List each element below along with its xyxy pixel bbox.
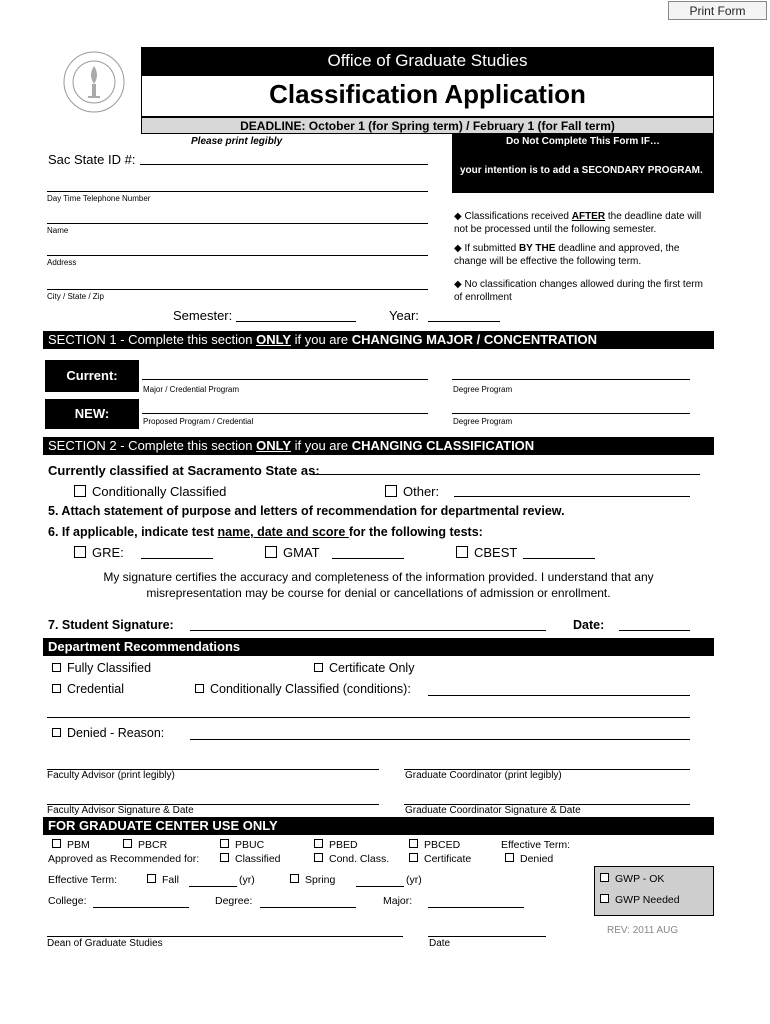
checkbox-icon[interactable] [456,546,468,558]
other-field[interactable] [454,496,690,497]
gwp-ok-option[interactable]: GWP - OK [600,873,664,885]
checkbox-icon[interactable] [314,663,323,672]
notice-bullet-3: ◆ No classification changes allowed during the first term of enrollment [454,279,703,303]
checkbox-icon[interactable] [314,839,323,848]
checkbox-icon[interactable] [74,546,86,558]
certify-line-1: My signature certifies the accuracy and completeness of the information provided. I understand that any [103,570,654,584]
conditional-option[interactable]: Conditionally Classified (conditions): [195,682,411,696]
university-seal-icon [62,50,126,114]
phone-field[interactable] [47,191,428,192]
gmat-field[interactable] [332,558,404,559]
current-label: Current: [45,360,139,392]
classified-option[interactable]: Classified [220,853,281,865]
form-title: Classification Application [269,79,586,109]
spring-yr-label: (yr) [406,874,422,886]
pbed-option[interactable]: PBED [314,839,358,851]
checkbox-icon[interactable] [409,839,418,848]
pbced-option[interactable]: PBCED [409,839,460,851]
certificate-only-option[interactable]: Certificate Only [314,661,414,675]
currently-classified-field[interactable] [312,474,700,475]
other-option[interactable]: Other: [385,484,439,499]
checkbox-icon[interactable] [409,853,418,862]
notice-title: Do Not Complete This Form IF… [506,136,660,147]
degree-label: Degree: [215,895,253,907]
college-field[interactable] [93,907,189,908]
student-signature-label: 7. Student Signature: [48,618,174,632]
phone-label: Day Time Telephone Number [47,194,151,203]
checkbox-icon[interactable] [123,839,132,848]
cond-class-option[interactable]: Cond. Class. [314,853,389,865]
student-date-label: Date: [573,618,605,632]
checkbox-icon[interactable] [220,853,229,862]
gre-option[interactable]: GRE: [74,545,124,560]
item6-text: 6. If applicable, indicate test name, date and score for the following tests: [48,525,483,539]
fall-option[interactable]: Fall [147,874,179,886]
sac-id-field[interactable] [140,164,428,165]
print-form-button[interactable]: Print Form [668,1,767,20]
gwp-needed-option[interactable]: GWP Needed [600,894,680,906]
degree-field[interactable] [260,907,356,908]
checkbox-icon[interactable] [52,663,61,672]
checkbox-icon[interactable] [314,853,323,862]
student-date-field[interactable] [619,630,690,631]
pbcr-option[interactable]: PBCR [123,839,167,851]
effective-term-heading: Effective Term: [501,839,571,851]
gre-field[interactable] [141,558,213,559]
notice-text: your intention is to add a SECONDARY PROGRAM. [460,165,703,176]
dean-label: Dean of Graduate Studies [47,938,163,949]
student-signature-field[interactable] [190,630,546,631]
section1-header: SECTION 1 - Complete this section ONLY if you are CHANGING MAJOR / CONCENTRATION [43,331,714,349]
dept-recommendations-header: Department Recommendations [43,638,714,656]
major-program-label: Major / Credential Program [143,385,240,394]
name-field[interactable] [47,223,428,224]
degree-program-label: Degree Program [453,385,513,394]
name-label: Name [47,226,69,235]
approved-label: Approved as Recommended for: [48,853,200,865]
proposed-program-label: Proposed Program / Credential [143,417,254,426]
checkbox-icon[interactable] [147,874,156,883]
gmat-option[interactable]: GMAT [265,545,320,560]
dean-date-field[interactable] [428,936,546,937]
certificate-option[interactable]: Certificate [409,853,471,865]
fall-year-field[interactable] [189,886,237,887]
checkbox-icon[interactable] [74,485,86,497]
spring-option[interactable]: Spring [290,874,335,886]
currently-classified-label: Currently classified at Sacramento State as: [48,463,320,478]
degree-program-label-2: Degree Program [453,417,513,426]
denied-status-option[interactable]: Denied [505,853,553,865]
checkbox-icon[interactable] [52,728,61,737]
denied-option[interactable]: Denied - Reason: [52,726,164,740]
semester-label: Semester: [173,308,233,323]
checkbox-icon[interactable] [195,684,204,693]
cbest-field[interactable] [523,558,595,559]
dean-signature-field[interactable] [47,936,403,937]
effective-term-label: Effective Term: [48,874,118,886]
coord-signature-label: Graduate Coordinator Signature & Date [405,805,581,816]
checkbox-icon[interactable] [600,894,609,903]
denied-reason-field[interactable] [190,739,690,740]
current-major-field[interactable] [142,379,428,380]
deadline-banner: DEADLINE: October 1 (for Spring term) / February 1 (for Fall term) [141,117,714,134]
new-label: NEW: [45,399,139,429]
address-label: Address [47,258,77,267]
year-field[interactable] [428,321,500,322]
conditions-field-2[interactable] [47,717,690,718]
spring-year-field[interactable] [356,886,404,887]
notice-panel [452,134,714,193]
conditionally-classified-option[interactable]: Conditionally Classified [74,484,226,499]
major-label: Major: [383,895,413,907]
checkbox-icon[interactable] [290,874,299,883]
fully-classified-option[interactable]: Fully Classified [52,661,151,675]
certify-line-2: misrepresentation may be course for denial or cancellations of admission or enrollment. [146,586,611,600]
checkbox-icon[interactable] [385,485,397,497]
new-degree-field[interactable] [452,413,690,414]
address-field[interactable] [47,255,428,256]
checkbox-icon[interactable] [505,853,514,862]
semester-field[interactable] [236,321,356,322]
checkbox-icon[interactable] [265,546,277,558]
college-label: College: [48,895,87,907]
conditions-field[interactable] [428,695,690,696]
notice-bullet-1: ◆ Classifications received AFTER the deadline date will not be processed until the following semester. [454,211,702,235]
dean-date-label: Date [429,938,451,949]
pbm-option[interactable]: PBM [52,839,90,851]
year-label: Year: [389,308,419,323]
notice-bullet-2: ◆ If submitted BY THE deadline and approved, the change will be effective the following term. [454,243,680,267]
major-field[interactable] [428,907,524,908]
fall-yr-label: (yr) [239,874,255,886]
revision-label: REV: 2011 AUG [607,925,679,936]
new-program-field[interactable] [142,413,428,414]
grad-coordinator-label: Graduate Coordinator (print legibly) [405,770,562,781]
checkbox-icon[interactable] [52,839,61,848]
checkbox-icon[interactable] [52,684,61,693]
pbuc-option[interactable]: PBUC [220,839,264,851]
credential-option[interactable]: Credential [52,682,124,696]
faculty-signature-label: Faculty Advisor Signature & Date [47,805,194,816]
current-degree-field[interactable] [452,379,690,380]
sac-id-label: Sac State ID #: [48,152,136,167]
print-legibly-note: Please print legibly [191,136,283,147]
city-field[interactable] [47,289,428,290]
checkbox-icon[interactable] [220,839,229,848]
checkbox-icon[interactable] [600,873,609,882]
item5-text: 5. Attach statement of purpose and letters of recommendation for departmental review. [48,504,565,518]
office-banner: Office of Graduate Studies [141,47,714,75]
cbest-option[interactable]: CBEST [456,545,517,560]
city-label: City / State / Zip [47,292,104,301]
grad-center-header: FOR GRADUATE CENTER USE ONLY [43,817,714,835]
section2-header: SECTION 2 - Complete this section ONLY if you are CHANGING CLASSIFICATION [43,437,714,455]
faculty-advisor-label: Faculty Advisor (print legibly) [47,770,175,781]
